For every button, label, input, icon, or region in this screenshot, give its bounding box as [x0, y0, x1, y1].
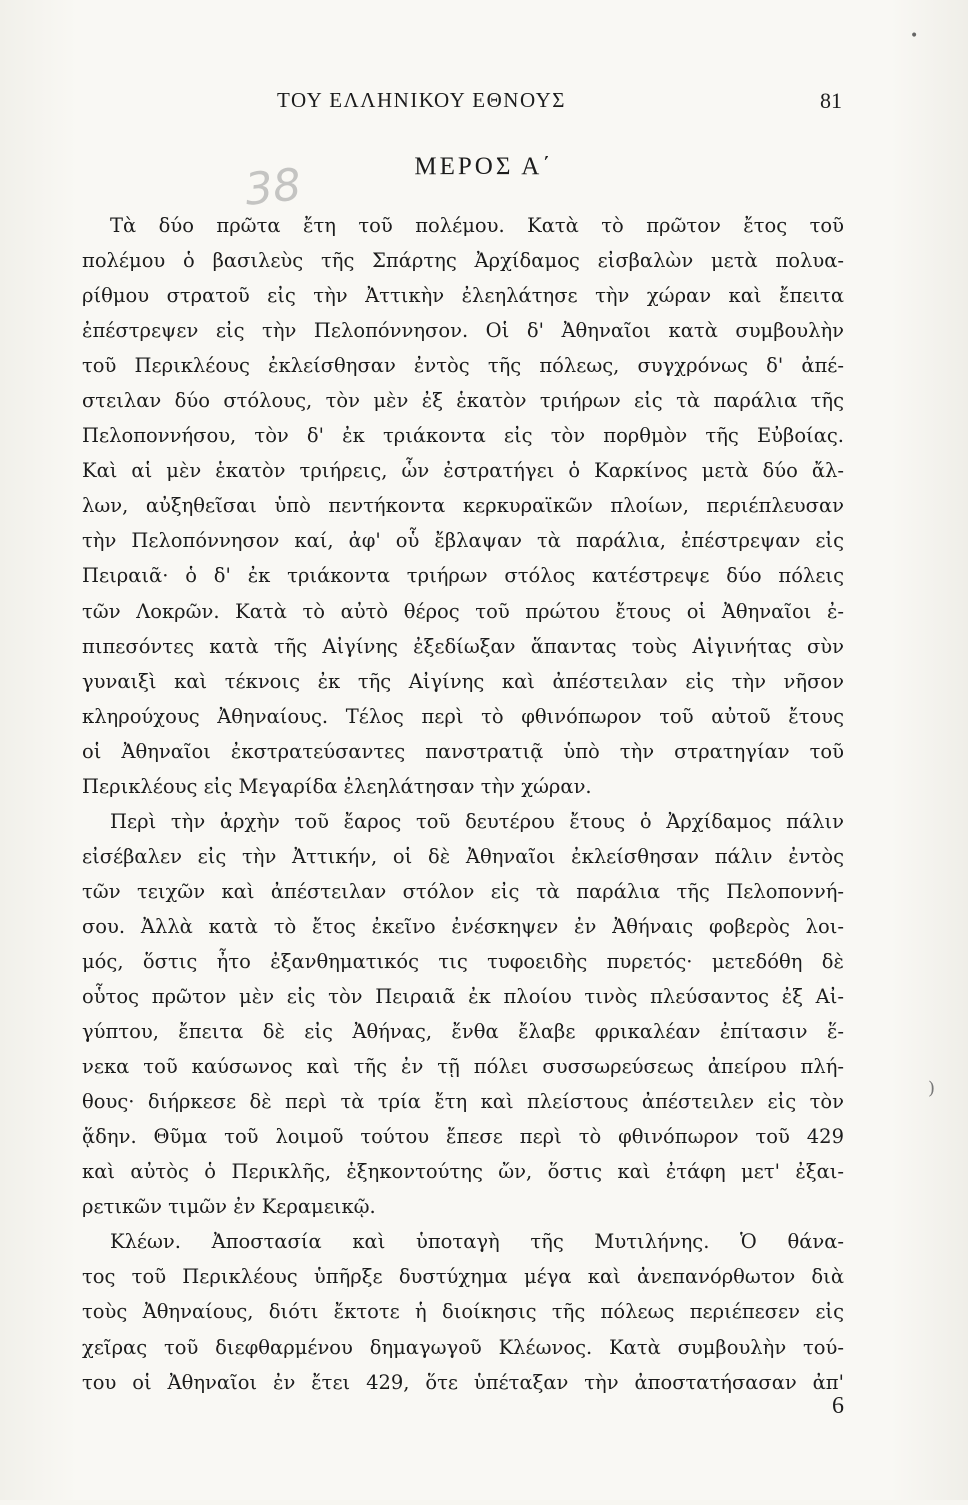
signature-number: 6	[832, 1393, 844, 1419]
text-line: Περικλέους εἰς Μεγαρίδα ἐλεηλάτησαν τὴν χώραν.	[82, 774, 592, 798]
text-line: τῶν τειχῶν καὶ ἀπέστειλαν στόλον εἰς τὰ παράλια τῆς Πελοποννή-	[82, 879, 844, 903]
text-line: ᾅδην. Θῦμα τοῦ λοιμοῦ τούτου ἔπεσε περὶ τὸ φθινόπωρον τοῦ 429	[82, 1125, 844, 1149]
text-line: θους· διήρκεσε δὲ περὶ τὰ τρία ἔτη καὶ πλείστους ἀπέστειλεν εἰς τὸν	[82, 1090, 844, 1114]
text-line: στειλαν δύο στόλους, τὸν μὲν ἐξ ἑκατὸν τριήρων εἰς τὰ παράλια τῆς	[82, 389, 844, 413]
corner-dot: •	[910, 28, 919, 44]
margin-mark: )	[928, 1078, 936, 1099]
text-line: Πειραιᾶ· ὁ δ' ἐκ τριάκοντα τριήρων στόλος κατέστρεψε δύο πόλεις	[82, 564, 844, 588]
text-line: κληρούχους Ἀθηναίους. Τέλος περὶ τὸ φθινόπωρον τοῦ αὐτοῦ ἔτους	[82, 704, 844, 728]
text-line	[82, 1435, 844, 1470]
body-text	[82, 208, 844, 1505]
text-line: χεῖρας τοῦ διεφθαρμένου δημαγωγοῦ Κλέωνος. Κατὰ συμβουλὴν τού-	[82, 1335, 844, 1359]
page-number: 81	[820, 88, 842, 113]
text-line: μός, ὅστις ἦτο ἐξανθηματικός τις τυφοειδὴς πυρετός· μετεδόθη δὲ	[82, 949, 844, 973]
page-header	[82, 88, 842, 118]
text-line: καὶ αὐτὸς ὁ Περικλῆς, ἑξηκοντούτης ὤν, ὅστις καὶ ἐτάφη μετ' ἐξαι-	[82, 1160, 844, 1184]
text-line: ρετικῶν τιμῶν ἐν Κεραμεικῷ.	[82, 1195, 376, 1219]
text-line: οἱ Ἀθηναῖοι ἐκστρατεύσαντες πανστρατιᾷ ὑπὸ τὴν στρατηγίαν τοῦ	[82, 739, 844, 763]
text-line: τοῦ Περικλέους ἐκλείσθησαν ἐντὸς τῆς πόλεως, συγχρόνως δ' ἀπέ-	[82, 354, 844, 378]
text-line: πιπεσόντες κατὰ τῆς Αἰγίνης ἐξεδίωξαν ἅπαντας τοὺς Αἰγινήτας σὺν	[82, 634, 844, 658]
text-line: Τὰ δύο πρῶτα ἔτη τοῦ πολέμου. Κατὰ τὸ πρῶτον ἔτος τοῦ	[110, 214, 844, 237]
text-line: τοὺς Ἀθηναίους, διότι ἔκτοτε ἡ διοίκησις τῆς πόλεως περιέπεσεν εἰς	[82, 1300, 844, 1324]
section-title: ΜΕΡΟΣ Α΄	[414, 153, 554, 180]
text-line: Καὶ αἱ μὲν ἑκατὸν τριήρεις, ὧν ἐστρατήγει ὁ Καρκίνος μετὰ δύο ἄλ-	[82, 459, 844, 483]
text-line: Πελοποννήσου, τὸν δ' ἐκ τριάκοντα εἰς τὸν πορθμὸν τῆς Εὐβοίας.	[82, 424, 844, 448]
text-line: λων, αὐξηθεῖσαι ὑπὸ πεντήκοντα κερκυραϊκῶν πλοίων, περιέπλευσαν	[82, 494, 844, 518]
text-line: Κλέων. Ἀποστασία καὶ ὑποταγὴ τῆς Μυτιλήνης. Ὁ θάνα-	[110, 1230, 844, 1254]
text-line: πολέμου ὁ βασιλεὺς τῆς Σπάρτης Ἀρχίδαμος εἰσβαλὼν μετὰ πολυα-	[82, 249, 844, 273]
running-title: ΤΟΥ ΕΛΛΗΝΙΚΟΥ ΕΘΝΟΥΣ	[277, 88, 566, 112]
text-line: ἐπέστρεψεν εἰς τὴν Πελοπόννησον. Οἱ δ' Ἀθηναῖοι κατὰ συμβουλὴν	[82, 319, 844, 343]
pencil-annotation: 38	[242, 159, 304, 216]
text-line: τῶν Λοκρῶν. Κατὰ τὸ αὐτὸ θέρος τοῦ πρώτου ἔτους οἱ Ἀθηναῖοι ἐ-	[82, 599, 844, 623]
text-line: του οἱ Ἀθηναῖοι ἐν ἔτει 429, ὅτε ὑπέταξαν τὴν ἀποστατήσασαν ἀπ'	[82, 1370, 844, 1394]
text-line: τος τοῦ Περικλέους ὑπῆρξε δυστύχημα μέγα καὶ ἀνεπανόρθωτον διὰ	[82, 1265, 844, 1289]
text-line: γυναιξὶ καὶ τέκνοις ἐκ τῆς Αἰγίνης καὶ ἀπέστειλαν εἰς τὴν νῆσον	[82, 669, 844, 693]
text-line: σου. Ἀλλὰ κατὰ τὸ ἔτος ἐκεῖνο ἐνέσκηψεν ἐν Ἀθήναις φοβερὸς λοι-	[82, 914, 844, 938]
text-line: Περὶ τὴν ἀρχὴν τοῦ ἔαρος τοῦ δευτέρου ἔτους ὁ Ἀρχίδαμος πάλιν	[110, 809, 844, 833]
text-line: νεκα τοῦ καύσωνος καὶ τῆς ἐν τῇ πόλει συσσωρεύσεως ἀπείρου πλή-	[82, 1055, 844, 1079]
text-line: τὴν Πελοπόννησον καί, ἀφ' οὗ ἔβλαψαν τὰ παράλια, ἐπέστρεψαν εἰς	[82, 529, 844, 553]
text-line: γύπτου, ἔπειτα δὲ εἰς Ἀθήνας, ἔνθα ἔλαβε φρικαλέαν ἐπίτασιν ἕ-	[82, 1020, 844, 1044]
text-line	[82, 1400, 844, 1435]
text-line: ρίθμου στρατοῦ εἰς τὴν Ἀττικὴν ἐλεηλάτησε τὴν χώραν καὶ ἔπειτα	[82, 284, 844, 308]
text-line	[82, 1470, 844, 1505]
text-line: οὗτος πρῶτον μὲν εἰς τὸν Πειραιᾶ ἐκ πλοίου τινὸς πλεύσαντος ἐξ Αἰ-	[82, 985, 844, 1009]
text-line: εἰσέβαλεν εἰς τὴν Ἀττικήν, οἱ δὲ Ἀθηναῖοι ἐκλείσθησαν πάλιν ἐντὸς	[82, 844, 844, 868]
